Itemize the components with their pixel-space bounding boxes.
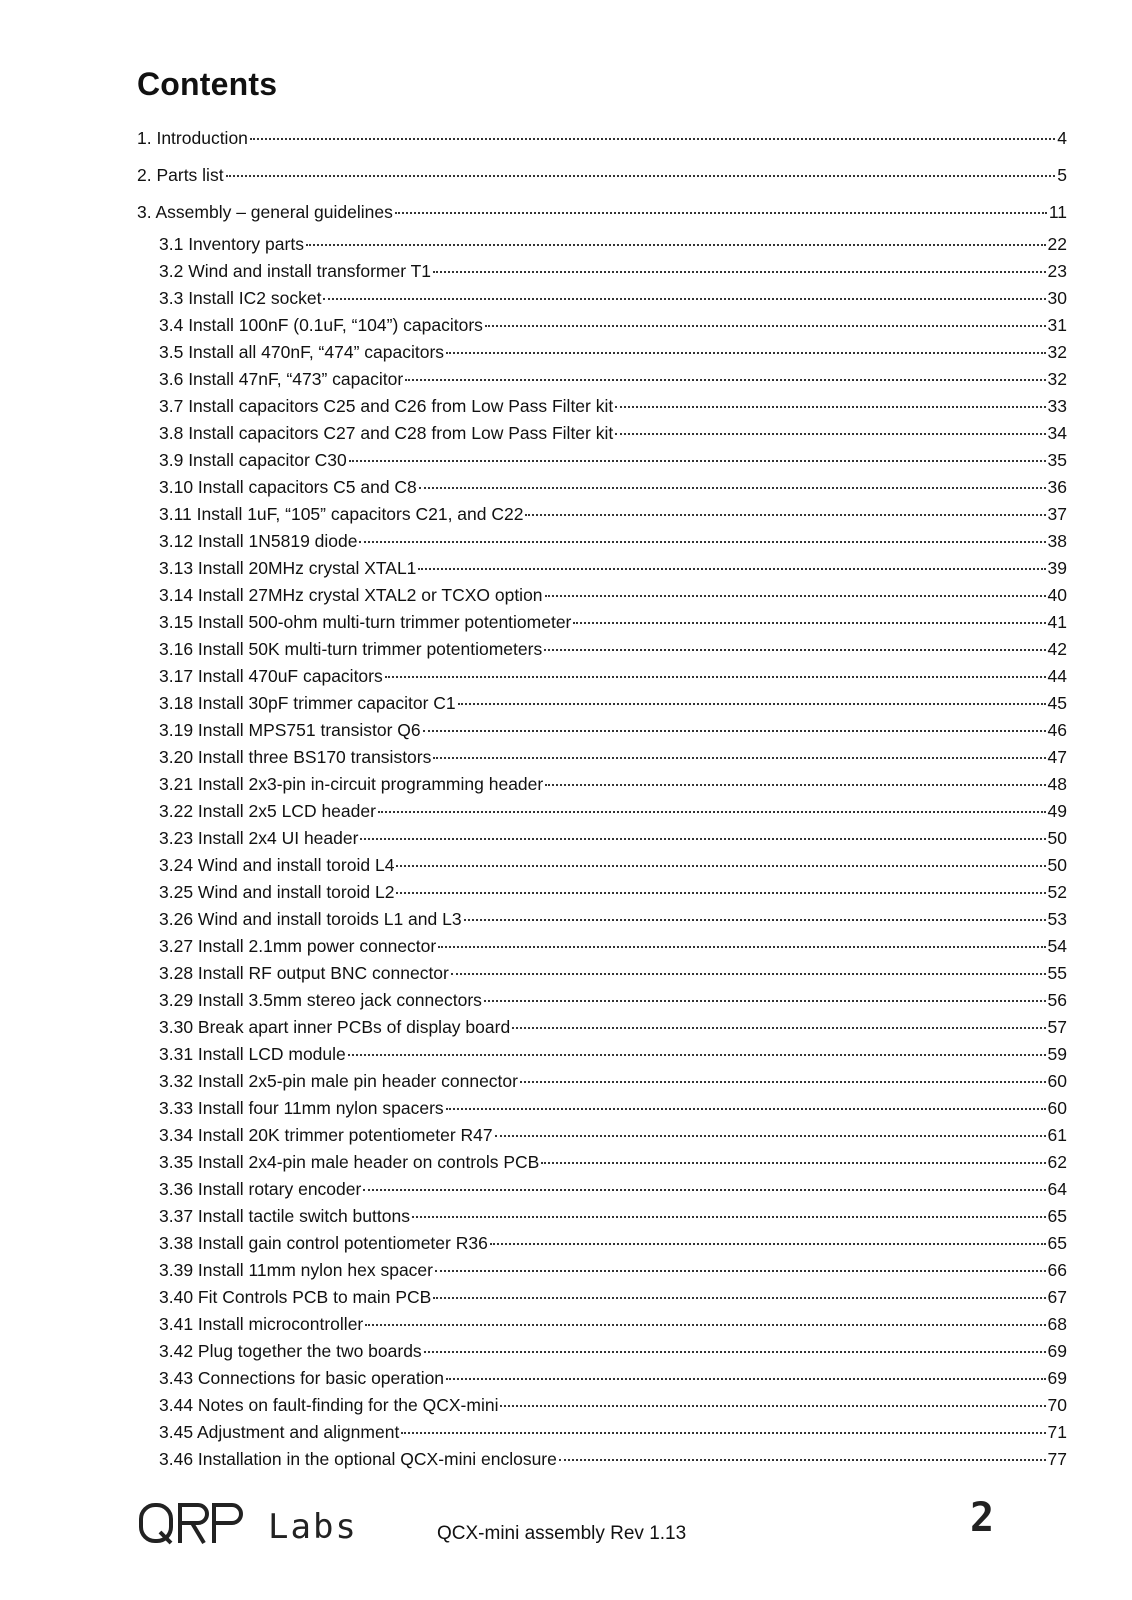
toc-entry-page: 22 bbox=[1047, 234, 1067, 254]
dot-leader bbox=[485, 325, 1046, 327]
toc-entry-label: 3.36 Install rotary encoder bbox=[159, 1179, 362, 1199]
toc-entry-label: 3.9 Install capacitor C30 bbox=[159, 450, 347, 470]
dot-leader bbox=[544, 649, 1045, 651]
toc-entry-label: 3.35 Install 2x4-pin male header on controls PCB bbox=[159, 1152, 540, 1172]
toc-entry-page: 37 bbox=[1047, 504, 1067, 524]
toc-entry[interactable] bbox=[137, 258, 1067, 285]
dot-leader bbox=[615, 433, 1045, 435]
toc-entry-page: 54 bbox=[1047, 936, 1067, 956]
toc-entry-label: 3.25 Wind and install toroid L2 bbox=[159, 882, 395, 902]
dot-leader bbox=[512, 1027, 1045, 1029]
toc-entry-page: 52 bbox=[1047, 882, 1067, 902]
toc-entry-page: 32 bbox=[1047, 342, 1067, 362]
dot-leader bbox=[446, 1108, 1046, 1110]
toc-entry-label: 3.3 Install IC2 socket bbox=[159, 288, 322, 308]
toc-entry[interactable] bbox=[137, 825, 1067, 852]
toc-entry[interactable] bbox=[137, 1392, 1067, 1419]
toc-entry-label: 3.26 Wind and install toroids L1 and L3 bbox=[159, 909, 462, 929]
toc-entry[interactable] bbox=[137, 555, 1067, 582]
toc-entry-page: 65 bbox=[1047, 1233, 1067, 1253]
dot-leader bbox=[360, 838, 1045, 840]
page-title: Contents bbox=[137, 66, 278, 102]
toc-entry[interactable] bbox=[137, 528, 1067, 555]
toc-entry-label: 3.17 Install 470uF capacitors bbox=[159, 666, 383, 686]
toc-entry-page: 39 bbox=[1047, 558, 1067, 578]
toc-entry-page: 60 bbox=[1047, 1071, 1067, 1091]
toc-entry[interactable] bbox=[137, 987, 1067, 1014]
dot-leader bbox=[433, 757, 1045, 759]
toc-entry-label: 3.12 Install 1N5819 diode bbox=[159, 531, 358, 551]
toc-entry[interactable] bbox=[137, 1068, 1067, 1095]
toc-entry[interactable] bbox=[137, 1095, 1067, 1122]
toc-entry-page: 56 bbox=[1047, 990, 1067, 1010]
toc-entry-page: 49 bbox=[1047, 801, 1067, 821]
toc-entry-label: 3.37 Install tactile switch buttons bbox=[159, 1206, 410, 1226]
toc-entry-label: 3.41 Install microcontroller bbox=[159, 1314, 364, 1334]
dot-leader bbox=[458, 703, 1046, 705]
toc-entry-page: 48 bbox=[1047, 774, 1067, 794]
toc-entry[interactable] bbox=[137, 1176, 1067, 1203]
dot-leader bbox=[464, 919, 1046, 921]
toc-entry-page: 57 bbox=[1047, 1017, 1067, 1037]
toc-entry[interactable] bbox=[137, 960, 1067, 987]
toc-entry[interactable] bbox=[137, 447, 1067, 474]
toc-entry-label: 3.18 Install 30pF trimmer capacitor C1 bbox=[159, 693, 456, 713]
toc-entry[interactable] bbox=[137, 663, 1067, 690]
toc-entry-label: 3.32 Install 2x5-pin male pin header connector bbox=[159, 1071, 518, 1091]
toc-entry-page: 69 bbox=[1047, 1341, 1067, 1361]
toc-entry-label: 2. Parts list bbox=[137, 165, 224, 185]
toc-entry-page: 67 bbox=[1047, 1287, 1067, 1307]
toc-entry-label: 3.22 Install 2x5 LCD header bbox=[159, 801, 376, 821]
toc-entry[interactable] bbox=[137, 157, 1067, 194]
dot-leader bbox=[419, 487, 1046, 489]
dot-leader bbox=[615, 406, 1045, 408]
toc-entry-label: 3.30 Break apart inner PCBs of display board bbox=[159, 1017, 511, 1037]
dot-leader bbox=[484, 1000, 1046, 1002]
dot-leader bbox=[396, 865, 1045, 867]
toc-entry-label: 3.7 Install capacitors C25 and C26 from Low Pass Filter kit bbox=[159, 396, 614, 416]
toc-entry-page: 4 bbox=[1057, 128, 1067, 148]
toc-entry-label: 3.44 Notes on fault-finding for the QCX-mini bbox=[159, 1395, 499, 1415]
toc-entry-page: 59 bbox=[1047, 1044, 1067, 1064]
toc-entry-label: 3.31 Install LCD module bbox=[159, 1044, 346, 1064]
dot-leader bbox=[418, 568, 1045, 570]
toc-entry-page: 11 bbox=[1048, 202, 1067, 222]
toc-entry-label: 3.40 Fit Controls PCB to main PCB bbox=[159, 1287, 432, 1307]
toc-entry-label: 3.20 Install three BS170 transistors bbox=[159, 747, 432, 767]
toc-entry-label: 3.46 Installation in the optional QCX-mini enclosure bbox=[159, 1449, 557, 1469]
toc-entry[interactable] bbox=[137, 312, 1067, 339]
toc-entry[interactable] bbox=[137, 798, 1067, 825]
dot-leader bbox=[573, 622, 1045, 624]
toc-entry-page: 66 bbox=[1047, 1260, 1067, 1280]
toc-entry[interactable] bbox=[137, 420, 1067, 447]
dot-leader bbox=[250, 138, 1055, 140]
toc-entry-label: 3.2 Wind and install transformer T1 bbox=[159, 261, 432, 281]
toc-entry[interactable] bbox=[137, 609, 1067, 636]
toc-entry[interactable] bbox=[137, 1230, 1067, 1257]
toc-entry-label: 3.10 Install capacitors C5 and C8 bbox=[159, 477, 417, 497]
toc-entry-label: 3.16 Install 50K multi-turn trimmer potentiometers bbox=[159, 639, 543, 659]
toc-entry-page: 36 bbox=[1047, 477, 1067, 497]
toc-entry-label: 3.1 Inventory parts bbox=[159, 234, 304, 254]
dot-leader bbox=[438, 946, 1045, 948]
dot-leader bbox=[495, 1135, 1046, 1137]
toc-entry[interactable] bbox=[137, 1014, 1067, 1041]
toc-entry[interactable] bbox=[137, 393, 1067, 420]
toc-entry[interactable] bbox=[137, 852, 1067, 879]
toc-entry-label: 3.23 Install 2x4 UI header bbox=[159, 828, 359, 848]
toc-entry-label: 3.34 Install 20K trimmer potentiometer R47 bbox=[159, 1125, 493, 1145]
toc-entry-page: 71 bbox=[1047, 1422, 1067, 1442]
toc-entry-page: 61 bbox=[1047, 1125, 1067, 1145]
toc-entry[interactable] bbox=[137, 1446, 1067, 1473]
dot-leader bbox=[424, 1351, 1046, 1353]
toc-entry-page: 55 bbox=[1047, 963, 1067, 983]
toc-entry[interactable] bbox=[137, 636, 1067, 663]
toc-entry-page: 60 bbox=[1047, 1098, 1067, 1118]
toc-entry[interactable] bbox=[137, 879, 1067, 906]
toc-entry-page: 64 bbox=[1047, 1179, 1067, 1199]
toc-entry-page: 33 bbox=[1047, 396, 1067, 416]
toc-entry-page: 38 bbox=[1047, 531, 1067, 551]
toc-entry-label: 3. Assembly – general guidelines bbox=[137, 202, 393, 222]
dot-leader bbox=[412, 1216, 1046, 1218]
toc-entry-page: 53 bbox=[1047, 909, 1067, 929]
dot-leader bbox=[433, 271, 1046, 273]
toc-entry-label: 3.43 Connections for basic operation bbox=[159, 1368, 445, 1388]
toc-entry[interactable] bbox=[137, 1149, 1067, 1176]
toc-entry-page: 42 bbox=[1047, 639, 1067, 659]
dot-leader bbox=[541, 1162, 1045, 1164]
toc-entry[interactable] bbox=[137, 120, 1067, 157]
toc-entry[interactable] bbox=[137, 582, 1067, 609]
toc-entry-page: 70 bbox=[1047, 1395, 1067, 1415]
toc-entry[interactable] bbox=[137, 1122, 1067, 1149]
toc-entry[interactable] bbox=[137, 717, 1067, 744]
toc-entry[interactable] bbox=[137, 366, 1067, 393]
dot-leader bbox=[451, 973, 1046, 975]
document-revision: QCX-mini assembly Rev 1.13 bbox=[437, 1523, 687, 1544]
toc-entry[interactable] bbox=[137, 231, 1067, 258]
toc-entry-page: 30 bbox=[1047, 288, 1067, 308]
dot-leader bbox=[349, 460, 1046, 462]
toc-entry-page: 40 bbox=[1047, 585, 1067, 605]
toc-entry[interactable] bbox=[137, 1419, 1067, 1446]
dot-leader bbox=[520, 1081, 1046, 1083]
toc-entry-label: 3.14 Install 27MHz crystal XTAL2 or TCXO option bbox=[159, 585, 543, 605]
toc-entry-page: 5 bbox=[1057, 165, 1067, 185]
toc-entry-page: 50 bbox=[1047, 855, 1067, 875]
toc-entry[interactable] bbox=[137, 1338, 1067, 1365]
dot-leader bbox=[545, 595, 1046, 597]
dot-leader bbox=[365, 1324, 1045, 1326]
toc-entry-label: 3.27 Install 2.1mm power connector bbox=[159, 936, 437, 956]
toc-entry-page: 50 bbox=[1047, 828, 1067, 848]
qrp-labs-logo bbox=[138, 1501, 358, 1547]
toc-entry-label: 3.45 Adjustment and alignment bbox=[159, 1422, 400, 1442]
toc-entry-page: 68 bbox=[1047, 1314, 1067, 1334]
page-number: 2 bbox=[970, 1495, 995, 1541]
dot-leader bbox=[385, 676, 1046, 678]
dot-leader bbox=[545, 784, 1045, 786]
dot-leader bbox=[323, 298, 1045, 300]
toc-entry-label: 3.8 Install capacitors C27 and C28 from Low Pass Filter kit bbox=[159, 423, 614, 443]
toc-entry[interactable] bbox=[137, 501, 1067, 528]
toc-entry-label: 3.24 Wind and install toroid L4 bbox=[159, 855, 395, 875]
toc-entry-label: 3.13 Install 20MHz crystal XTAL1 bbox=[159, 558, 417, 578]
toc-entry-label: 3.29 Install 3.5mm stereo jack connectors bbox=[159, 990, 482, 1010]
toc-entry[interactable] bbox=[137, 933, 1067, 960]
toc-entry-label: 3.6 Install 47nF, “473” capacitor bbox=[159, 369, 404, 389]
toc-entry[interactable] bbox=[137, 771, 1067, 798]
dot-leader bbox=[433, 1297, 1045, 1299]
toc-entry-page: 69 bbox=[1047, 1368, 1067, 1388]
toc-entry-page: 32 bbox=[1047, 369, 1067, 389]
page-footer bbox=[0, 1495, 1132, 1555]
toc-entry-label: 3.5 Install all 470nF, “474” capacitors bbox=[159, 342, 445, 362]
toc-entry-page: 47 bbox=[1047, 747, 1067, 767]
dot-leader bbox=[446, 1378, 1045, 1380]
dot-leader bbox=[446, 352, 1046, 354]
toc-entry[interactable] bbox=[137, 1284, 1067, 1311]
toc-entry-page: 23 bbox=[1047, 261, 1067, 281]
toc-entry-label: 1. Introduction bbox=[137, 128, 248, 148]
toc-entry-label: 3.19 Install MPS751 transistor Q6 bbox=[159, 720, 421, 740]
dot-leader bbox=[363, 1189, 1045, 1191]
dot-leader bbox=[405, 379, 1045, 381]
toc-entry-label: 3.38 Install gain control potentiometer R36 bbox=[159, 1233, 488, 1253]
dot-leader bbox=[395, 212, 1047, 214]
toc-entry[interactable] bbox=[137, 285, 1067, 312]
dot-leader bbox=[525, 514, 1045, 516]
logo-labs-text: Labs bbox=[268, 1507, 358, 1547]
dot-leader bbox=[396, 892, 1045, 894]
toc-entry-page: 34 bbox=[1047, 423, 1067, 443]
dot-leader bbox=[306, 244, 1046, 246]
dot-leader bbox=[401, 1432, 1045, 1434]
toc-entry-label: 3.4 Install 100nF (0.1uF, “104”) capacitors bbox=[159, 315, 483, 335]
toc-entry-page: 44 bbox=[1047, 666, 1067, 686]
toc-entry-label: 3.21 Install 2x3-pin in-circuit programming header bbox=[159, 774, 544, 794]
toc-entry-label: 3.11 Install 1uF, “105” capacitors C21, and C22 bbox=[159, 504, 524, 524]
toc-entry[interactable] bbox=[137, 1257, 1067, 1284]
toc-entry[interactable] bbox=[137, 744, 1067, 771]
toc-entry[interactable] bbox=[137, 1203, 1067, 1230]
toc-entry-page: 45 bbox=[1047, 693, 1067, 713]
toc-entry[interactable] bbox=[137, 1041, 1067, 1068]
toc-entry-label: 3.28 Install RF output BNC connector bbox=[159, 963, 449, 983]
dot-leader bbox=[359, 541, 1045, 543]
toc-entry-label: 3.42 Plug together the two boards bbox=[159, 1341, 422, 1361]
dot-leader bbox=[490, 1243, 1046, 1245]
dot-leader bbox=[435, 1270, 1046, 1272]
toc-entry-page: 41 bbox=[1047, 612, 1067, 632]
toc-entry-page: 46 bbox=[1047, 720, 1067, 740]
dot-leader bbox=[500, 1405, 1045, 1407]
toc-entry[interactable] bbox=[137, 1311, 1067, 1338]
toc-entry-label: 3.39 Install 11mm nylon hex spacer bbox=[159, 1260, 433, 1280]
dot-leader bbox=[348, 1054, 1046, 1056]
toc-entry[interactable] bbox=[137, 906, 1067, 933]
toc-entry-page: 35 bbox=[1047, 450, 1067, 470]
dot-leader bbox=[226, 175, 1056, 177]
dot-leader bbox=[423, 730, 1046, 732]
toc-entry[interactable] bbox=[137, 474, 1067, 501]
table-of-contents bbox=[137, 120, 1067, 1473]
toc-entry-page: 65 bbox=[1047, 1206, 1067, 1226]
dot-leader bbox=[559, 1459, 1046, 1461]
toc-entry[interactable] bbox=[137, 1365, 1067, 1392]
dot-leader bbox=[378, 811, 1046, 813]
toc-entry[interactable] bbox=[137, 690, 1067, 717]
toc-entry-label: 3.15 Install 500-ohm multi-turn trimmer potentiometer bbox=[159, 612, 572, 632]
toc-entry-page: 77 bbox=[1047, 1449, 1067, 1469]
toc-entry-page: 62 bbox=[1047, 1152, 1067, 1172]
toc-entry-label: 3.33 Install four 11mm nylon spacers bbox=[159, 1098, 444, 1118]
qrp-logo-icon bbox=[138, 1502, 250, 1546]
toc-entry-page: 31 bbox=[1047, 315, 1067, 335]
toc-entry[interactable] bbox=[137, 194, 1067, 231]
toc-entry[interactable] bbox=[137, 339, 1067, 366]
